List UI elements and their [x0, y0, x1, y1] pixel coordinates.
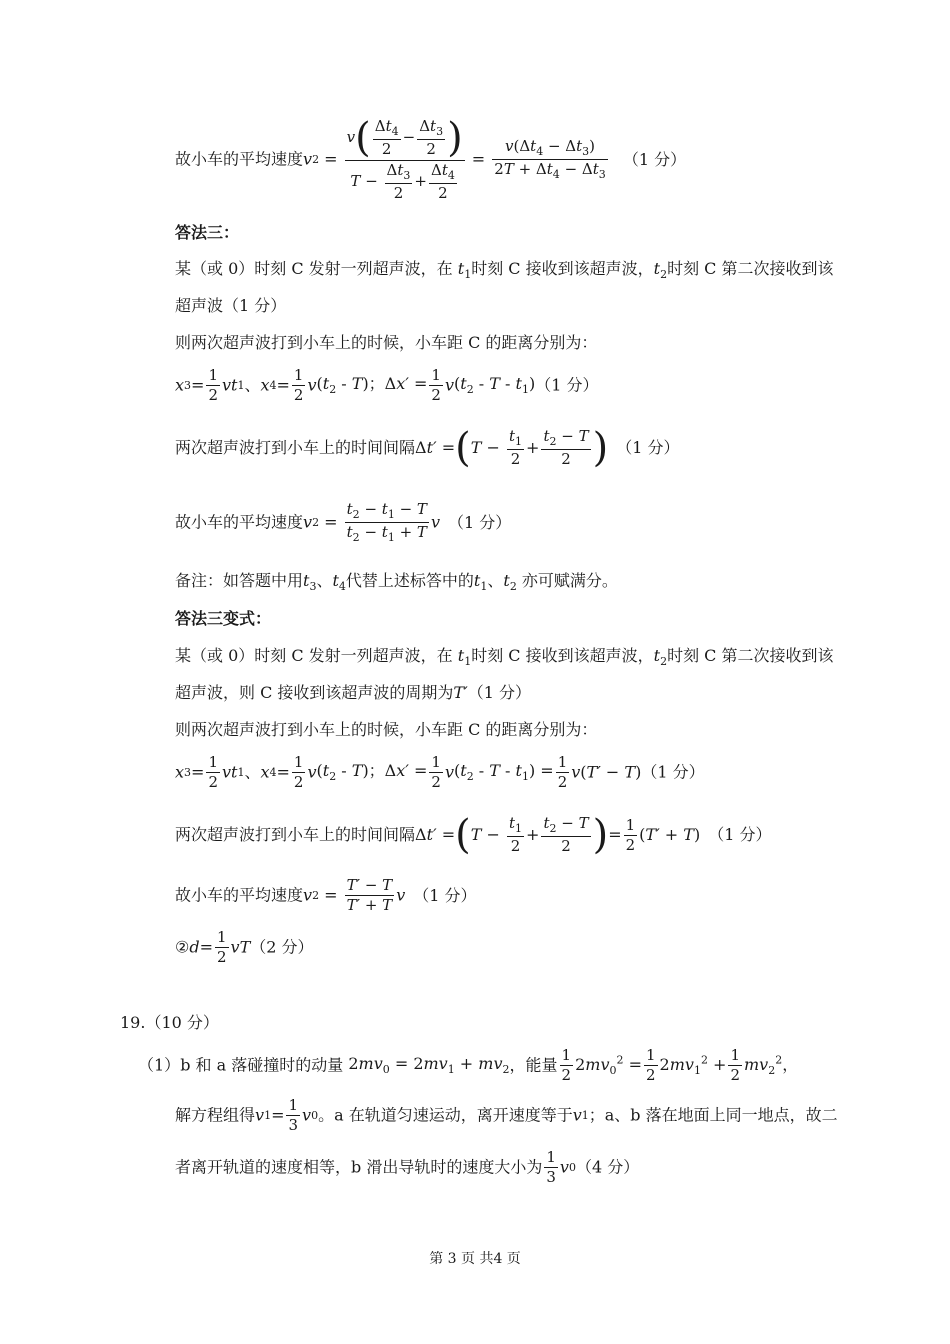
heading-method-3: 答法三：: [175, 223, 240, 242]
formula-line-average-speed-1: 故小车的平均速度v2 = v( $\frac{\Delta t_4}{2}$ − $\frac{\Delta t_3}{2}$ ) T − $\frac{\Delta t_3}{2}$ + $\frac{\Delta t_4}{2}$ = $\frac{v(\Delta t_4 - \Delta t_3)}{2T + \Delta t_4 - \Delta t_3}$ （1 分）: [175, 115, 687, 202]
text-prefix: 故小车的平均速度: [175, 149, 304, 169]
paragraph-method-3v-line-1: 某（或 0）时刻 C 发射一列超声波，在 $t_1$时刻 C 接收到该超声波，$t_2$时刻 C 第二次接收到该: [175, 646, 834, 669]
q19-part-1-line-1: （1）b 和 a 落碰撞时的动量 $2mv_0 = 2mv_1 + mv_2$，能量 $\frac{1}{2}$ $2mv_0^2$ = $\frac{1}{2}$ $2mv_1^2$ + $\frac{1}{2}$ $mv_2^2$，: [138, 1046, 799, 1084]
fraction-simplified: $\frac{v(\Delta t_4 - \Delta t_3)}{2T + \Delta t_4 - \Delta t_3}$: [494, 137, 606, 181]
heading-method-3-variant: 答法三变式：: [175, 609, 272, 628]
fraction-main: v( $\frac{\Delta t_4}{2}$ − $\frac{\Delta t_3}{2}$ ) T − $\frac{\Delta t_3}{2}$ + $\frac{\Delta t_4}{2}$: [346, 115, 463, 202]
note-line: 备注：如答题中用$t_3$、$t_4$代替上述标答中的$t_1$、$t_2$ 亦可赋满分。: [175, 571, 618, 594]
formula-time-interval-variant: 两次超声波打到小车上的时间间隔Δt′ =(T − $\frac{t_1}{2}$ + $\frac{t_2 - T}{2}$ )= $\frac{1}{2}$ (T′ + T) （1 分）: [175, 812, 772, 858]
paragraph-method-3-line-1: 某（或 0）时刻 C 发射一列超声波，在 $t_1$时刻 C 接收到该超声波，$t_2$时刻 C 第二次接收到该: [175, 259, 834, 282]
formula-time-interval: 两次超声波打到小车上的时间间隔Δt′ =(T − $\frac{t_1}{2}$ + $\frac{t_2 - T}{2}$ ) （1 分）: [175, 425, 680, 471]
q19-part-1-line-3: 者离开轨道的速度相等，b 滑出导轨时的速度大小为 $\frac{1}{3}$ v0（4 分）: [175, 1148, 640, 1186]
paragraph-method-3-line-3: 则两次超声波打到小车上的时候，小车距 C 的距离分别为：: [175, 333, 598, 352]
formula-distance-d: ②d= $\frac{1}{2}$ vT（2 分）: [175, 928, 314, 966]
formula-distances-variant: x3= $\frac{1}{2}$ vt1、x4= $\frac{1}{2}$ $v(t_2 - T)$；Δx′ = $\frac{1}{2}$ $v(t_2$ - T - $t_1$) = $\frac{1}{2}$ v(T′ − T)（1 分）: [175, 753, 705, 791]
page-footer: 第 3 页 共4 页: [429, 1251, 521, 1267]
formula-average-speed-variant: 故小车的平均速度v2 = $\frac{T' - T}{T' + T}$ v （1 分）: [175, 876, 477, 914]
formula-distances: x3= $\frac{1}{2}$ vt1、x4= $\frac{1}{2}$ $v(t_2 - T)$；Δx′ = $\frac{1}{2}$ $v(t_2$ - T - $t_1)(1$ 分）: [175, 366, 599, 404]
paragraph-method-3v-line-3: 则两次超声波打到小车上的时候，小车距 C 的距离分别为：: [175, 720, 598, 739]
formula-average-speed-2: 故小车的平均速度v2 = $\frac{t_2 - t_1 - T}{t_2 - t_1 + T}$ v （1 分）: [175, 500, 512, 544]
score-label: （1 分）: [622, 149, 687, 169]
paragraph-method-3v-line-2: 超声波，则 C 接收到该超声波的周期为T′（1 分）: [175, 683, 532, 702]
question-19-title: 19.（10 分）: [120, 1013, 219, 1032]
q19-part-1-line-2: 解方程组得v1= $\frac{1}{3}$ v0。a 在轨道匀速运动，离开速度等于v1；a、b 落在地面上同一地点，故二: [175, 1096, 838, 1134]
paragraph-method-3-line-2: 超声波（1 分）: [175, 296, 287, 315]
